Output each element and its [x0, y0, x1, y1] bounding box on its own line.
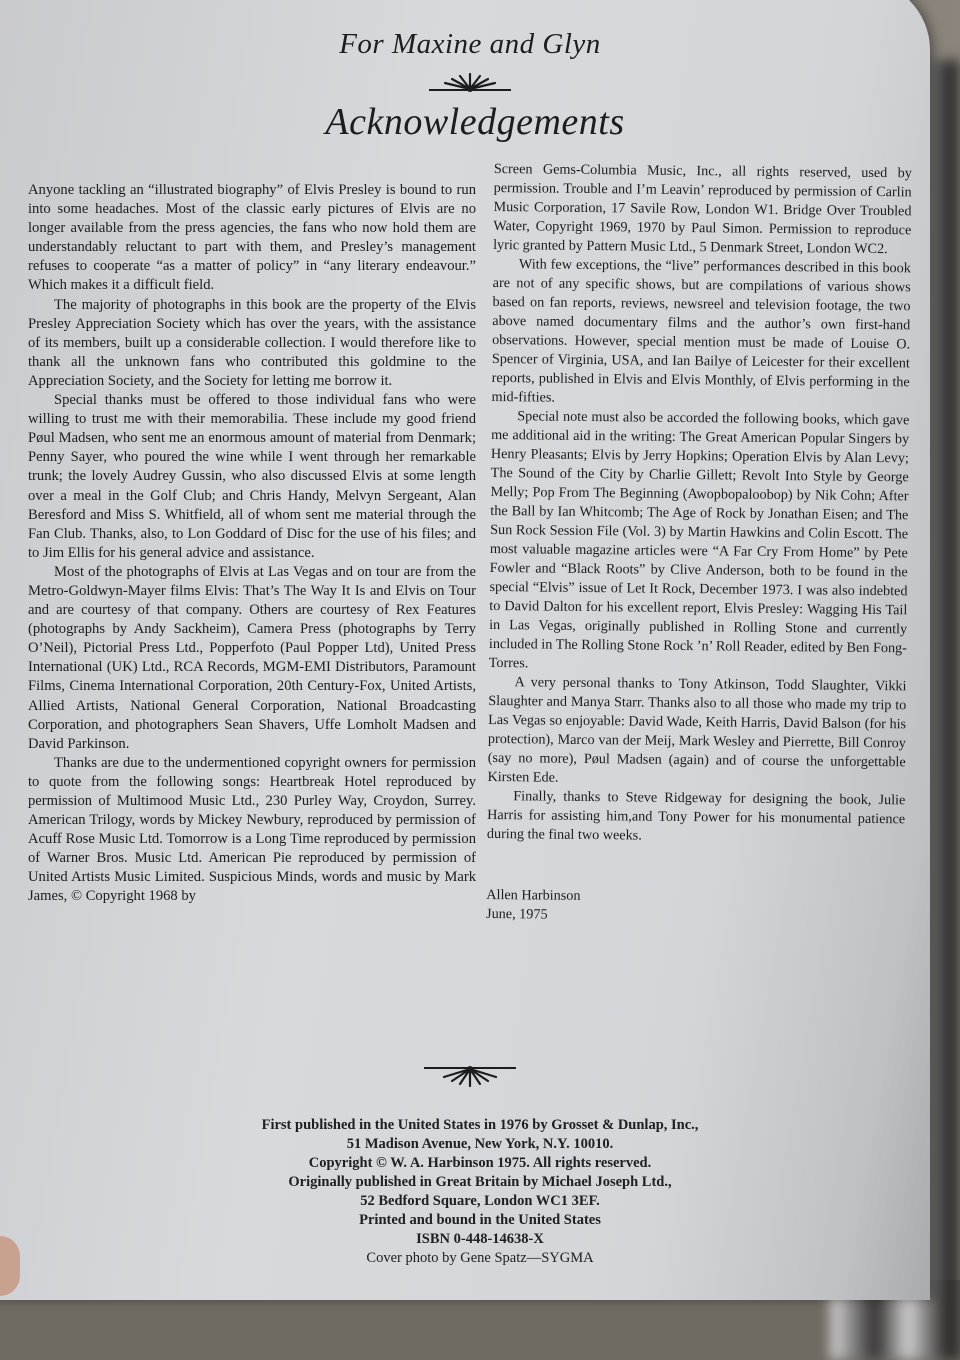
paragraph: Thanks are due to the undermentioned copyright owners for permission to quote from the following songs: Heartbreak Hotel reproduced by permission of Multimood Music Ltd., 230 Purley Way, Croydon, Surrey. American Trilogy, words by Mickey Newbury, reproduced by permission of Acuff Rose Music Ltd. Tomorrow is a Long Time reproduced by permission of Warner Bros. Music Ltd. American Pie reproduced by permission of United Artists Music Limited. Suspicious Minds, words and music by Mark James, © Copyright 1968 by [28, 754, 476, 905]
copyright-imprint [230, 1116, 730, 1268]
signature-block [486, 886, 904, 928]
imprint-line: First published in the United States in 1976 by Grosset & Dunlap, Inc., [261, 1117, 699, 1133]
fleuron-ornament-icon [0, 70, 940, 98]
imprint-line: Cover photo by Gene Spatz—SYGMA [366, 1250, 594, 1266]
paragraph: Anyone tackling an “illustrated biography” of Elvis Presley is bound to run into some headaches. Most of the classic early pictures of Elvis are no longer available from the press agencies, the fans who now hold them are understandably reluctant to part with them, and Presley’s management refuses to cooperate “as a matter of policy” in “any literary endeavour.” Which makes it a difficult field. [28, 182, 476, 294]
imprint-line: Printed and bound in the United States [359, 1212, 601, 1228]
paragraph: Special thanks must be offered to those individual fans who were willing to trust me with their memorabilia. These include my good friend Pøul Madsen, who sent me an enormous amount of material from Denmark; Penny Sayer, who poured the wine while I went through her remarkable trunk; the lovely Audrey Gussin, who also discussed Elvis at some length over a meal in the Golf Club; and Chris Handy, Melvyn Sergeant, Alan Beresford and Miss S. Whitfield, all of whom sent me material through the Fan Club. Thanks, also, to Lon Goddard of Disc for the use of his files; and to Jim Ellis for his general advice and assistance. [28, 392, 476, 561]
paragraph: With few exceptions, the “live” performances described in this book are not of any specific shows, but are compilations of various shows based on fan reports, reviews, newsreel and television footage, the two above named documentary films and the author’s own first-hand observations. However, special mention must be made of Louise O. Spencer of Virginia, USA, and Ian Bailye of Leicester for their excellent reports, published in Elvis and Elvis Monthly, of Elvis performing in the mid-fifties. [491, 256, 911, 406]
paragraph: Most of the photographs of Elvis at Las Vegas and on tour are from the Metro-Goldwyn-Mayer films Elvis: That’s The Way It Is and Elvis on Tour and are courtesy of that company. Others are courtesy of Rex Features (photographs by Andy Sackheim), Camera Press (photographs by Terry O’Neil), Pictorial Press Ltd., Popperfoto (Paul Popper Ltd), United Press International (UK) Ltd., RCA Records, MGM-EMI Distributors, Paramount Films, Cinema International Corporation, 20th Century-Fox, United Artists, Allied Artists, National General Corporation, National Broadcasting Corporation, and photographers Sean Shavers, Uffe Lomholt Madsen and David Parkinson. [28, 563, 476, 752]
fleuron-ornament-icon [0, 1062, 940, 1096]
right-text-column [486, 160, 912, 928]
imprint-line: Originally published in Great Britain by Michael Joseph Ltd., [288, 1174, 672, 1190]
paragraph: Screen Gems-Columbia Music, Inc., all rights reserved, used by permission. Trouble and I’m Leavin’ reproduced by permission of Carlin Music Corporation, 17 Savile Row, London W1. Bridge Over Troubled Water, Copyright 1969, 1970 by Paul Simon. Permission to reproduce lyric granted by Pattern Music Ltd., 5 Denmark Street, London WC2. [493, 160, 912, 258]
imprint-line: 52 Bedford Square, London WC1 3EF. [360, 1193, 600, 1209]
left-text-column [28, 181, 476, 907]
signature-date: June, 1975 [486, 905, 548, 923]
imprint-line: ISBN 0-448-14638-X [416, 1231, 544, 1247]
paragraph: A very personal thanks to Tony Atkinson, Todd Slaughter, Vikki Slaughter and Manya Starr. Thanks also to all those who made my trip to Las Vegas so enjoyable: David Wade, Keith Harris, David Balson (for his protection), Marco van der Meij, Mark Wesley and Pierrette, Bill Conroy (say no more), Pøul Madsen (again) and of course the unforgettable Kirsten Ede. [487, 674, 907, 786]
acknowledgements-heading: Acknowledgements [325, 101, 625, 143]
imprint-line: Copyright © W. A. Harbinson 1975. All rights reserved. [308, 1155, 652, 1171]
imprint-line: 51 Madison Avenue, New York, N.Y. 10010. [346, 1136, 614, 1152]
dedication-line: For Maxine and Glyn [339, 28, 601, 60]
paragraph: Finally, thanks to Steve Ridgeway for designing the book, Julie Harris for assisting him,and Tony Power for his monumental patience during the final two weeks. [486, 788, 906, 844]
author-name: Allen Harbinson [486, 886, 581, 904]
paragraph: Special note must also be accorded the following books, which gave me additional aid in the writing: The Great American Popular Singers by Henry Pleasants; Elvis by Jerry Hopkins; Operation Elvis by Alan Levy; The Sound of the City by Charlie Gillett; Revolt Into Style by George Melly; Pop From The Beginning (Awopbopaloobop) by Nik Cohn; After the Ball by Ian Whitcomb; The Age of Rock by Jonathan Eisen; and The Sun Rock Session File (Vol. 3) by Martin Hawkins and Colin Escott. The most valuable magazine articles were “A Far Cry From Home” by Pete Fowler and “Black Roots” by Clive Anderson, both to be found in the special “Elvis” issue of Let It Rock, December 1973. I was also indebted to David Dalton for his excellent report, Elvis Presley: Wagging His Tail in Las Vegas, originally published in Rolling Stone and currently included in The Rolling Stone Rock ’n’ Roll Reader, edited by Ben Fong-Torres. [488, 408, 910, 672]
paragraph: The majority of photographs in this book are the property of the Elvis Presley Appreciation Society which has over the years, with the assistance of its members, built up a considerable collection. I would therefore like to thank all the unknown fans who contributed this goldmine to the Appreciation Society, and the Society for letting me borrow it. [28, 296, 476, 389]
